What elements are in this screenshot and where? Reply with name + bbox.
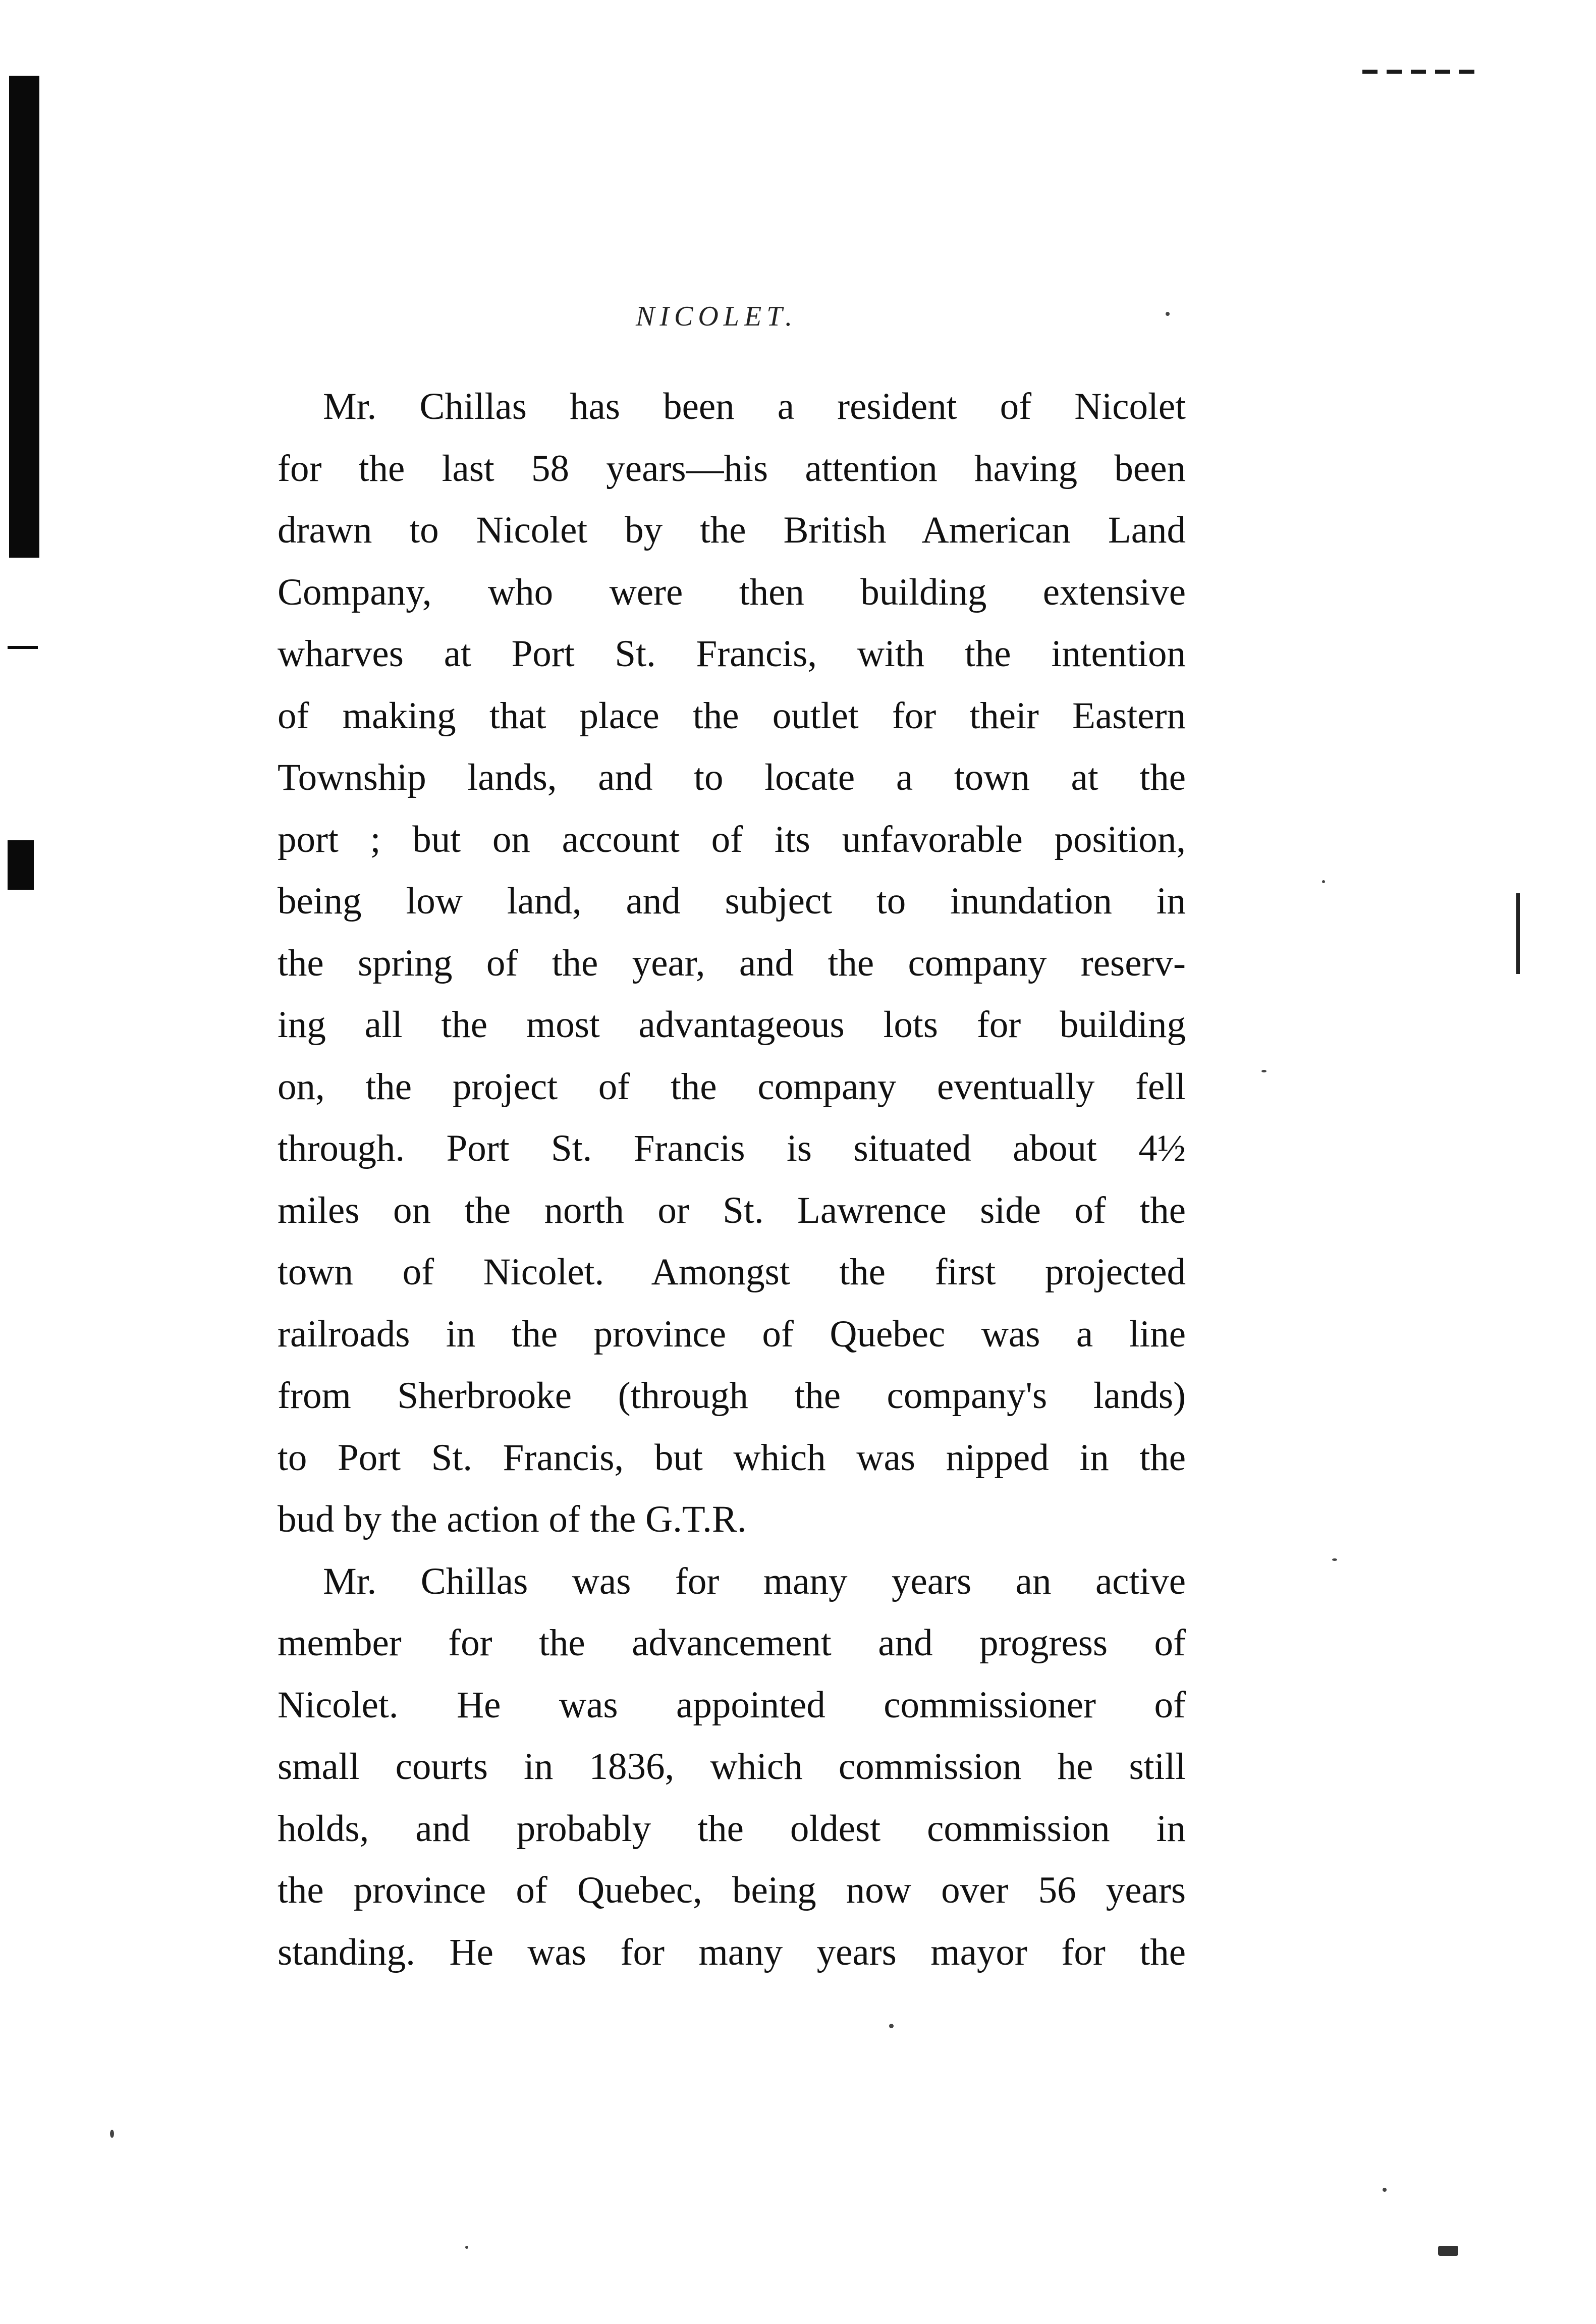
paragraph bbox=[278, 376, 1186, 1551]
text-line: miles on the north or St. Lawrence side of the bbox=[278, 1189, 1186, 1231]
text-line: drawn to Nicolet by the British American Land bbox=[278, 509, 1186, 551]
scan-speck bbox=[889, 2024, 894, 2028]
text-line: to Port St. Francis, but which was nipped in the bbox=[278, 1436, 1186, 1479]
body-text bbox=[278, 376, 1186, 1983]
scan-right-mark bbox=[1516, 893, 1520, 974]
text-line: being low land, and subject to inundation in bbox=[278, 880, 1186, 922]
text-line: port ; but on account of its unfavorable position, bbox=[278, 818, 1186, 860]
scan-speck bbox=[1438, 2246, 1458, 2256]
scan-edge-bar bbox=[9, 76, 39, 558]
text-line: Nicolet. He was appointed commissioner of bbox=[278, 1684, 1186, 1726]
page-header: NICOLET. bbox=[636, 301, 798, 332]
scan-top-dashes bbox=[1362, 70, 1483, 74]
text-line: from Sherbrooke (through the company's lands) bbox=[278, 1375, 1186, 1417]
text-line: ing all the most advantageous lots for building bbox=[278, 1004, 1186, 1046]
paragraph bbox=[278, 1551, 1186, 1984]
text-line: for the last 58 years—his attention having been bbox=[278, 447, 1186, 490]
scan-edge-dash bbox=[8, 646, 38, 649]
text-line: on, the project of the company eventually fell bbox=[278, 1065, 1186, 1108]
text-line: the province of Quebec, being now over 56 years bbox=[278, 1869, 1186, 1911]
text-line: Company, who were then building extensive bbox=[278, 571, 1186, 613]
scan-speck bbox=[1261, 1070, 1267, 1072]
text-line: Mr. Chillas was for many years an active bbox=[323, 1560, 1186, 1602]
scan-speck bbox=[1322, 880, 1325, 883]
text-line: of making that place the outlet for their Eastern bbox=[278, 694, 1186, 737]
text-line: standing. He was for many years mayor for the bbox=[278, 1931, 1186, 1973]
text-line: small courts in 1836, which commission he still bbox=[278, 1746, 1186, 1788]
text-line: through. Port St. Francis is situated about 4½ bbox=[278, 1127, 1186, 1169]
scan-speck bbox=[1166, 312, 1170, 316]
text-line: bud by the action of the G.T.R. bbox=[278, 1498, 747, 1540]
text-line: railroads in the province of Quebec was a line bbox=[278, 1313, 1186, 1355]
scan-speck bbox=[1332, 1558, 1337, 1561]
text-line: Mr. Chillas has been a resident of Nicolet bbox=[323, 386, 1186, 427]
scan-speck bbox=[465, 2246, 468, 2249]
scan-speck bbox=[110, 2130, 114, 2138]
text-line: the spring of the year, and the company reserv- bbox=[278, 942, 1186, 984]
scan-edge-mark bbox=[8, 840, 34, 890]
text-line: wharves at Port St. Francis, with the intention bbox=[278, 633, 1186, 675]
text-line: holds, and probably the oldest commission in bbox=[278, 1807, 1186, 1850]
text-line: Township lands, and to locate a town at the bbox=[278, 756, 1186, 798]
text-line: town of Nicolet. Amongst the first projected bbox=[278, 1251, 1186, 1293]
scan-speck bbox=[1383, 2188, 1387, 2192]
text-line: member for the advancement and progress of bbox=[278, 1622, 1186, 1664]
